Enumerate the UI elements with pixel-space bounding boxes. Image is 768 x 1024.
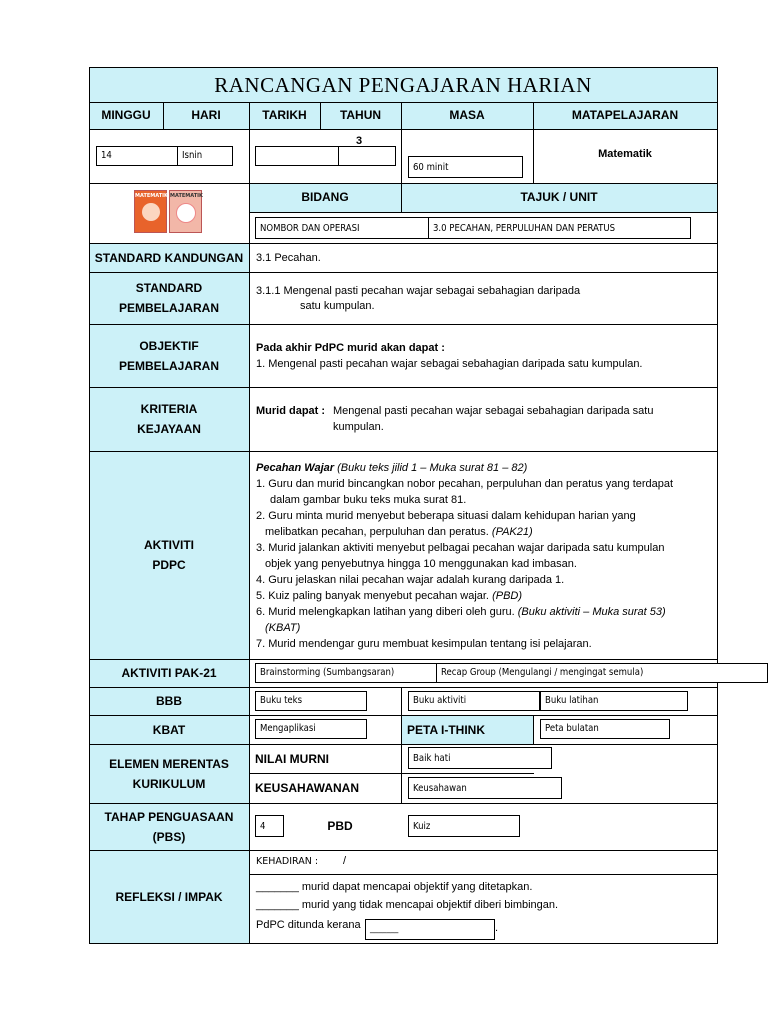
tajuk-field[interactable]: 3.0 PECAHAN, PERPULUHAN DAN PERATUS [428,217,691,239]
hari-field[interactable]: Isnin [177,146,233,166]
masa-field[interactable]: 60 minit [408,156,523,178]
header-matapelajaran: MATAPELAJARAN [571,108,679,122]
nilai-murni-field[interactable]: Baik hati [408,747,552,769]
refleksi-tunda-field[interactable]: _______ [365,919,495,940]
tarikh-field[interactable] [255,146,339,166]
aktiviti-line-2b: melibatkan pecahan, perpuluhan dan peratus. (PAK21) [265,526,533,538]
refleksi-dot: . [495,922,499,934]
peta-ithink-label: PETA I-THINK [407,722,485,737]
aktiviti-line-3: 3. Murid jalankan aktiviti menyebut pelbagai pecahan wajar daripada satu kumpulan [256,542,665,554]
kriteria-line-2: kumpulan. [333,421,384,433]
kbat-label: KBAT [152,722,186,737]
kriteria-label: KRITERIA KEJAYAAN [137,402,201,436]
textbook-cover-2-label: MATEMATIK [170,193,203,199]
bidang-field[interactable]: NOMBOR DAN OPERASI [255,217,433,239]
keusahawanan-label: KEUSAHAWANAN [255,781,360,795]
pak21-field-1[interactable]: Brainstorming (Sumbangsaran) [255,663,437,683]
kbat-field[interactable]: Mengaplikasi [255,719,367,739]
aktiviti-line-7: 7. Murid mendengar guru membuat kesimpulan tentang isi pelajaran. [256,638,592,650]
refleksi-line-3: PdPC ditunda kerana [256,919,361,931]
aktiviti-line-3b: objek yang penyebutnya hingga 10 menggunakan kad imbasan. [265,558,577,570]
aktiviti-line-1b: dalam gambar buku teks muka surat 81. [270,494,467,506]
keusahawanan-field[interactable]: Keusahawan [408,777,562,799]
refleksi-line-1: _______ murid dapat mencapai objektif yang ditetapkan. [256,881,533,893]
pak21-label: AKTIVITI PAK-21 [121,666,217,680]
kriteria-prefix: Murid dapat : [256,405,326,417]
kehadiran-label: KEHADIRAN : [256,856,319,867]
bidang-header: BIDANG [301,190,349,204]
bbb-field-2[interactable]: Buku aktiviti [408,691,540,711]
tahun-value: 3 [355,135,363,147]
pbd-label: PBD [327,819,353,833]
tahun-field[interactable] [338,146,396,166]
header-hari: HARI [191,108,221,122]
aktiviti-line-6b: (KBAT) [265,622,301,634]
objektif-intro: Pada akhir PdPC murid akan dapat : [256,342,445,354]
objektif-line: 1. Mengenal pasti pecahan wajar sebagai sebahagian daripada satu kumpulan. [256,358,643,370]
objektif-label: OBJEKTIF PEMBELAJARAN [118,338,219,373]
textbook-cover-2 [169,190,202,233]
aktiviti-line-1: 1. Guru dan murid bincangkan nobor pecahan, perpuluhan dan peratus yang terdapat [256,478,674,490]
refleksi-label: REFLEKSI / IMPAK [115,889,223,904]
emk-label: ELEMEN MERENTAS KURIKULUM [109,756,229,791]
kriteria-line-1: Mengenal pasti pecahan wajar sebagai sebahagian daripada satu [333,405,654,417]
standard-kandungan-value: 3.1 Pecahan. [256,252,321,264]
star-icon [176,203,196,223]
nilai-murni-label: NILAI MURNI [255,751,329,766]
tahap-penguasaan-label: TAHAP PENGUASAAN (PBS) [104,809,234,844]
textbook-cover-1-label: MATEMATIK [135,193,168,199]
tahap-penguasaan-field[interactable]: 4 [255,815,284,837]
standard-pembelajaran-line-2: satu kumpulan. [300,300,375,312]
bbb-label: BBB [156,694,182,708]
matapelajaran-value: Matematik [598,148,652,160]
peta-ithink-field[interactable]: Peta bulatan [540,719,670,739]
star-icon [142,203,160,221]
header-minggu: MINGGU [101,108,151,122]
aktiviti-line-4: 4. Guru jelaskan nilai pecahan wajar adalah kurang daripada 1. [256,574,565,586]
pbd-field[interactable]: Kuiz [408,815,520,837]
standard-kandungan-label: STANDARD KANDUNGAN [94,250,244,265]
header-tarikh: TARIKH [262,108,307,122]
aktiviti-heading: Pecahan Wajar (Buku teks jilid 1 – Muka surat 81 – 82) [256,462,528,474]
aktiviti-label: AKTIVITI PDPC [144,538,194,572]
header-tahun: TAHUN [339,108,382,122]
aktiviti-line-5: 5. Kuiz paling banyak menyebut pecahan wajar. (PBD) [256,590,523,602]
header-masa: MASA [449,108,485,122]
tajuk-header: TAJUK / UNIT [520,190,598,204]
standard-pembelajaran-line-1: 3.1.1 Mengenal pasti pecahan wajar sebagai sebahagian daripada [256,285,581,297]
standard-pembelajaran-label: STANDARD PEMBELAJARAN [118,281,219,315]
aktiviti-line-6: 6. Murid melengkapkan latihan yang diberi oleh guru. (Buku aktiviti – Muka surat 53) [256,606,666,618]
minggu-field[interactable]: 14 [96,146,178,166]
bbb-field-3[interactable]: Buku latihan [540,691,688,711]
refleksi-line-2: _______ murid yang tidak mencapai objektif diberi bimbingan. [256,899,559,911]
kehadiran-slash: / [343,855,347,867]
page-title: RANCANGAN PENGAJARAN HARIAN [214,73,592,97]
pak21-field-2[interactable]: Recap Group (Mengulangi / mengingat semula) [436,663,768,683]
textbook-cover-1 [134,190,167,233]
aktiviti-line-2: 2. Guru minta murid menyebut beberapa situasi dalam kehidupan harian yang [256,510,636,522]
bbb-field-1[interactable]: Buku teks [255,691,367,711]
